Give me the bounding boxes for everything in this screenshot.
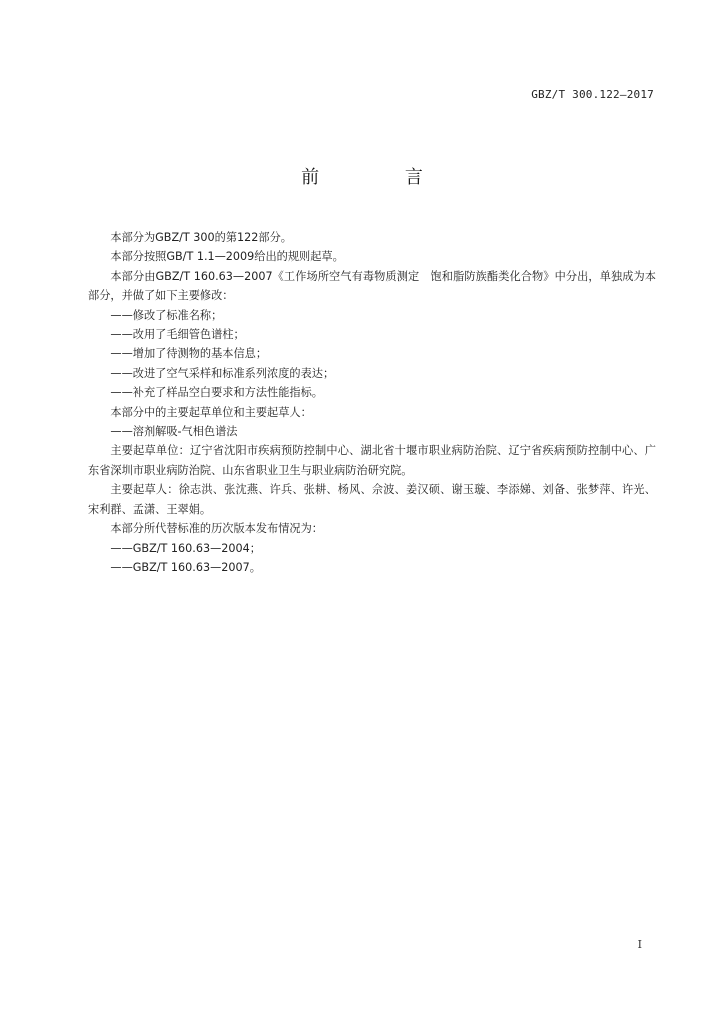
list-item-version-2004: ——GBZ/T 160.63—2004； bbox=[110, 541, 261, 555]
paragraph-drafters-intro: 本部分中的主要起草单位和主要起草人： bbox=[110, 405, 312, 419]
list-item-change-5: ——补充了样品空白要求和方法性能指标。 bbox=[110, 386, 323, 400]
list-item-change-2: ——改用了毛细管色谱柱； bbox=[110, 328, 245, 342]
list-item-change-4: ——改进了空气采样和标准系列浓度的表达； bbox=[110, 366, 335, 380]
paragraph-drafting-units: 主要起草单位：辽宁省沈阳市疾病预防控制中心、湖北省十堰市职业病防治院、辽宁省疾病预防控制中心、广东省深圳市职业病防治院、山东省职业卫生与职业病防治研究院。 bbox=[88, 444, 656, 477]
foreword-body bbox=[88, 228, 656, 577]
page-title: 前 言 bbox=[301, 167, 463, 188]
list-item-version-2007: ——GBZ/T 160.63—2007。 bbox=[110, 560, 261, 574]
paragraph-drafters: 主要起草人：徐志洪、张沈燕、许兵、张耕、杨风、佘波、姜汉硕、谢玉璇、李添娣、刘备、张梦萍、许光、宋利群、孟潇、王翠娟。 bbox=[88, 483, 656, 516]
paragraph-version-history: 本部分所代替标准的历次版本发布情况为： bbox=[110, 522, 323, 536]
paragraph-origin: 本部分由GBZ/T 160.63—2007《工作场所空气有毒物质测定 饱和脂防族酯类化合物》中分出，单独成为本部分，并做了如下主要修改： bbox=[88, 269, 656, 303]
standard-code-header: GBZ/T 300.122—2017 bbox=[531, 88, 654, 101]
list-item-method: ——溶剂解吸-气相色谱法 bbox=[110, 425, 238, 439]
paragraph-part-statement: 本部分为GBZ/T 300的第122部分。 bbox=[110, 231, 292, 244]
list-item-change-1: ——修改了标准名称； bbox=[110, 308, 223, 322]
list-item-change-3: ——增加了待测物的基本信息； bbox=[110, 347, 268, 361]
page-number: I bbox=[637, 938, 642, 951]
paragraph-drafting-rules: 本部分按照GB/T 1.1—2009给出的规则起草。 bbox=[110, 250, 344, 264]
